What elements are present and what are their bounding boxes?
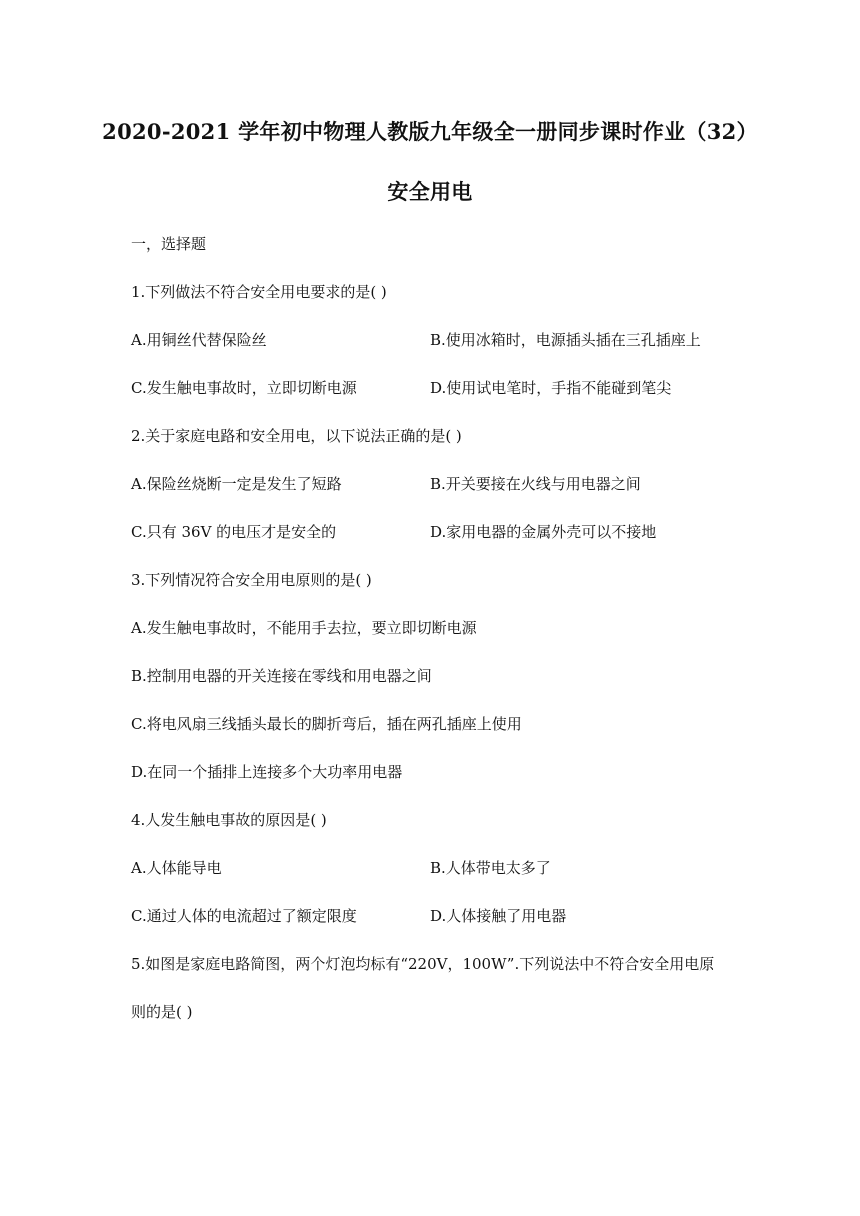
question-4-option-c: C.通过人体的电流超过了额定限度	[131, 907, 357, 925]
question-1-stem: 1.下列做法不符合安全用电要求的是( )	[131, 283, 387, 301]
question-5-stem-line-1: 5.如图是家庭电路简图，两个灯泡均标有“220V，100W”.下列说法中不符合安全用电原	[131, 955, 715, 973]
document-title: 2020-2021 学年初中物理人教版九年级全一册同步课时作业（32）	[102, 119, 758, 144]
question-2-option-a: A.保险丝烧断一定是发生了短路	[131, 475, 342, 493]
question-3-option-d: D.在同一个插排上连接多个大功率用电器	[131, 763, 403, 781]
question-1-option-b: B.使用冰箱时，电源插头插在三孔插座上	[430, 331, 701, 349]
question-2-stem: 2.关于家庭电路和安全用电，以下说法正确的是( )	[131, 427, 462, 445]
question-2-option-c: C.只有 36V 的电压才是安全的	[131, 523, 337, 541]
question-5-stem-line-2: 则的是( )	[131, 1003, 193, 1021]
question-1-option-d: D.使用试电笔时，手指不能碰到笔尖	[430, 379, 672, 397]
question-2-option-b: B.开关要接在火线与用电器之间	[430, 475, 641, 493]
question-3-option-a: A.发生触电事故时，不能用手去拉，要立即切断电源	[131, 619, 477, 637]
question-3-option-b: B.控制用电器的开关连接在零线和用电器之间	[131, 667, 432, 685]
document-subtitle: 安全用电	[387, 179, 473, 204]
question-4-stem: 4.人发生触电事故的原因是( )	[131, 811, 327, 829]
question-3-option-c: C.将电风扇三线插头最长的脚折弯后，插在两孔插座上使用	[131, 715, 522, 733]
question-2-option-d: D.家用电器的金属外壳可以不接地	[430, 523, 657, 541]
question-4-option-d: D.人体接触了用电器	[430, 907, 567, 925]
question-1-option-a: A.用铜丝代替保险丝	[131, 331, 267, 349]
question-1-option-c: C.发生触电事故时，立即切断电源	[131, 379, 357, 397]
question-3-stem: 3.下列情况符合安全用电原则的是( )	[131, 571, 372, 589]
question-4-option-a: A.人体能导电	[131, 859, 222, 877]
question-4-option-b: B.人体带电太多了	[430, 859, 551, 877]
section-heading: 一，选择题	[131, 235, 207, 253]
